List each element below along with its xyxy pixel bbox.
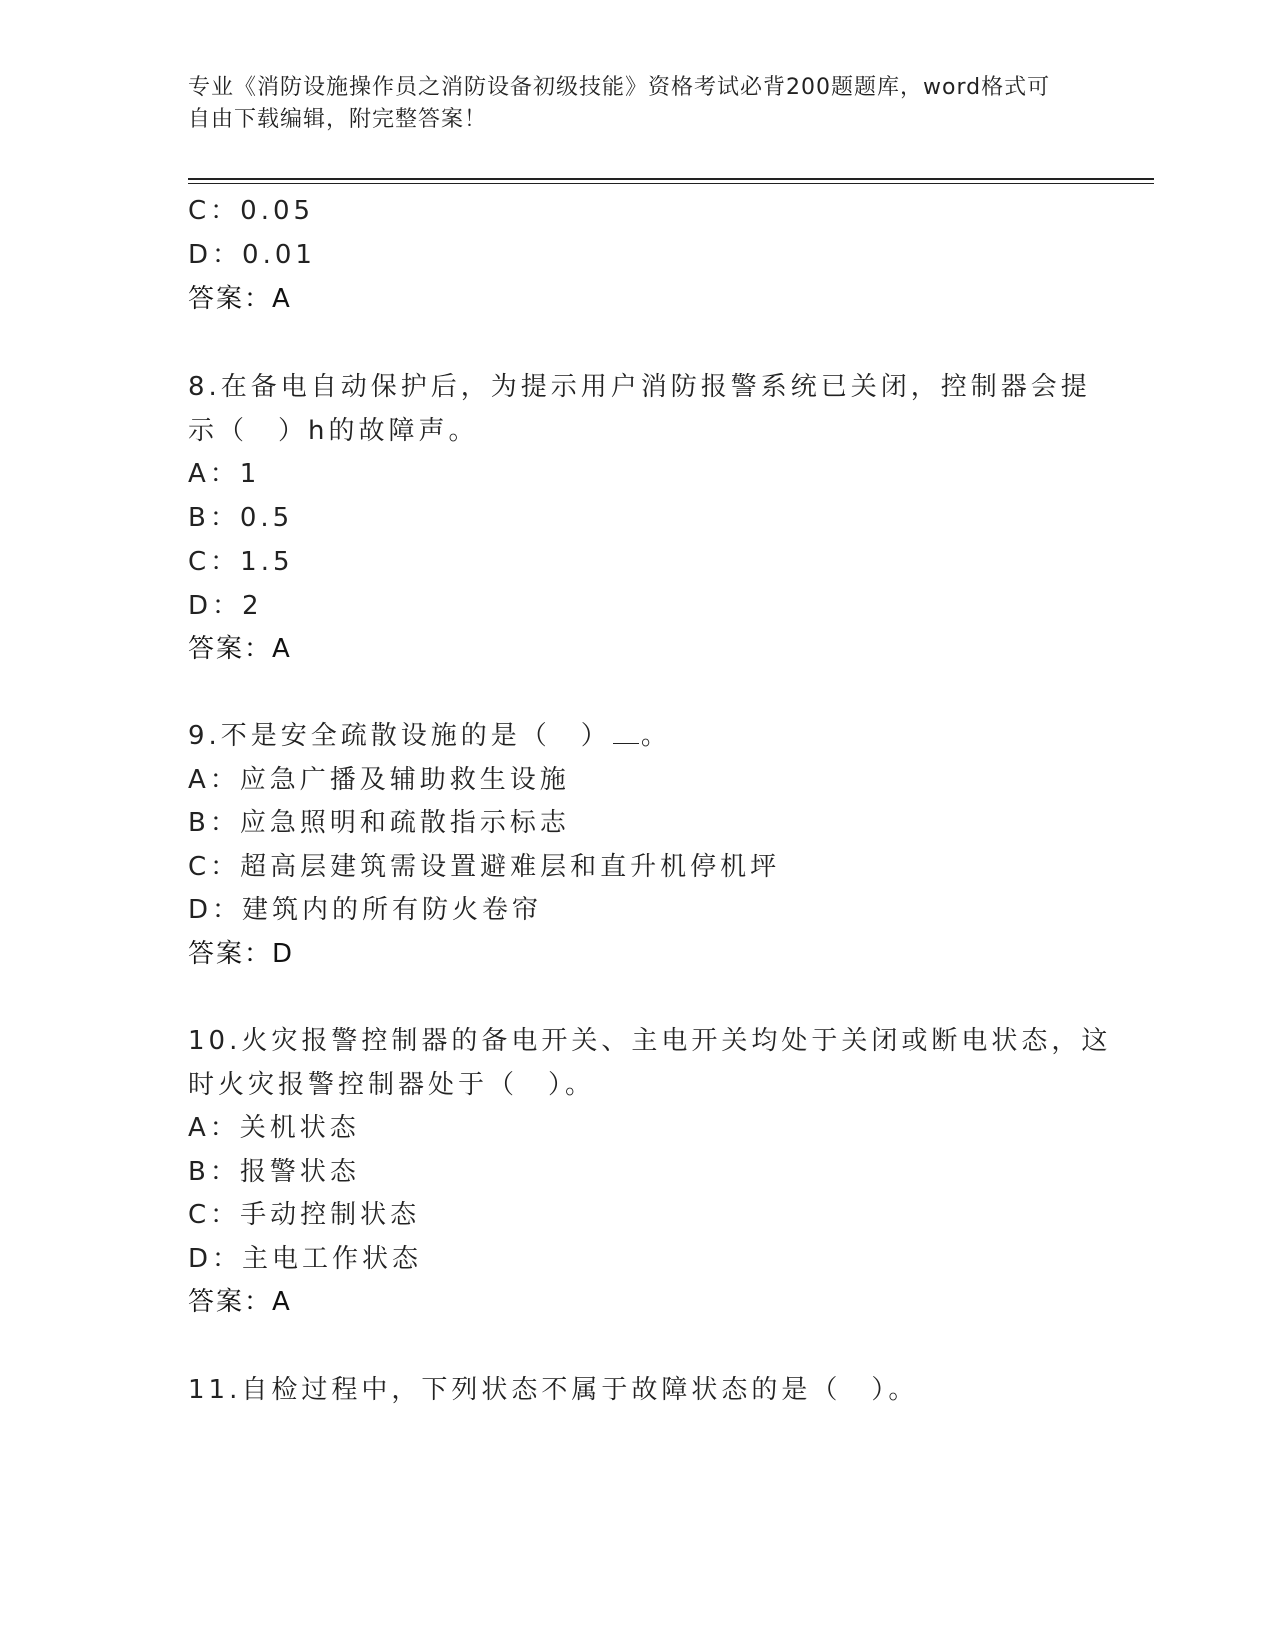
q8-answer: 答案：A bbox=[188, 634, 292, 664]
q10-answer: 答案：A bbox=[188, 1287, 292, 1317]
q10-option-c: C：手动控制状态 bbox=[188, 1200, 421, 1230]
q9-answer: 答案：D bbox=[188, 939, 295, 969]
q9-option-a: A：应急广播及辅助救生设施 bbox=[188, 765, 570, 795]
q10-option-d: D：主电工作状态 bbox=[188, 1244, 423, 1274]
q8-stem-line1: 8.在备电自动保护后，为提示用户消防报警系统已关闭，控制器会提 bbox=[188, 372, 1091, 402]
q11-stem-line1: 11.自检过程中，下列状态不属于故障状态的是（ ）。 bbox=[188, 1375, 919, 1405]
q9-option-b: B：应急照明和疏散指示标志 bbox=[188, 808, 570, 838]
q9-stem-end: 。 bbox=[640, 721, 671, 751]
q10-option-a: A：关机状态 bbox=[188, 1113, 360, 1143]
q7-option-c: C：0.05 bbox=[188, 196, 315, 226]
header-divider-thin bbox=[188, 183, 1154, 184]
q8-option-c: C：1.5 bbox=[188, 547, 294, 577]
q8-stem-line2: 示（ ）h的故障声。 bbox=[188, 416, 479, 446]
document-header: 专业《消防设施操作员之消防设备初级技能》资格考试必背200题题库，word格式可自由下载编辑，附完整答案！ bbox=[188, 75, 1051, 132]
q10-option-b: B：报警状态 bbox=[188, 1157, 360, 1187]
q9-stem bbox=[188, 719, 671, 753]
q10-stem-line1: 10.火灾报警控制器的备电开关、主电开关均处于关闭或断电状态，这 bbox=[188, 1026, 1112, 1056]
q7-answer: 答案：A bbox=[188, 284, 292, 314]
q8-option-a: A：1 bbox=[188, 459, 261, 489]
q9-option-c: C：超高层建筑需设置避难层和直升机停机坪 bbox=[188, 852, 781, 882]
q9-stem-text: 9.不是安全疏散设施的是（ ） bbox=[188, 721, 611, 751]
q8-option-b: B：0.5 bbox=[188, 503, 294, 533]
q9-option-d: D：建筑内的所有防火卷帘 bbox=[188, 895, 543, 925]
header-divider-thick bbox=[188, 178, 1154, 180]
q7-option-d: D：0.01 bbox=[188, 240, 316, 270]
q8-option-d: D：2 bbox=[188, 591, 263, 621]
q9-fill-blank bbox=[613, 721, 639, 744]
q10-stem-line2: 时火灾报警控制器处于（ ）。 bbox=[188, 1070, 596, 1100]
